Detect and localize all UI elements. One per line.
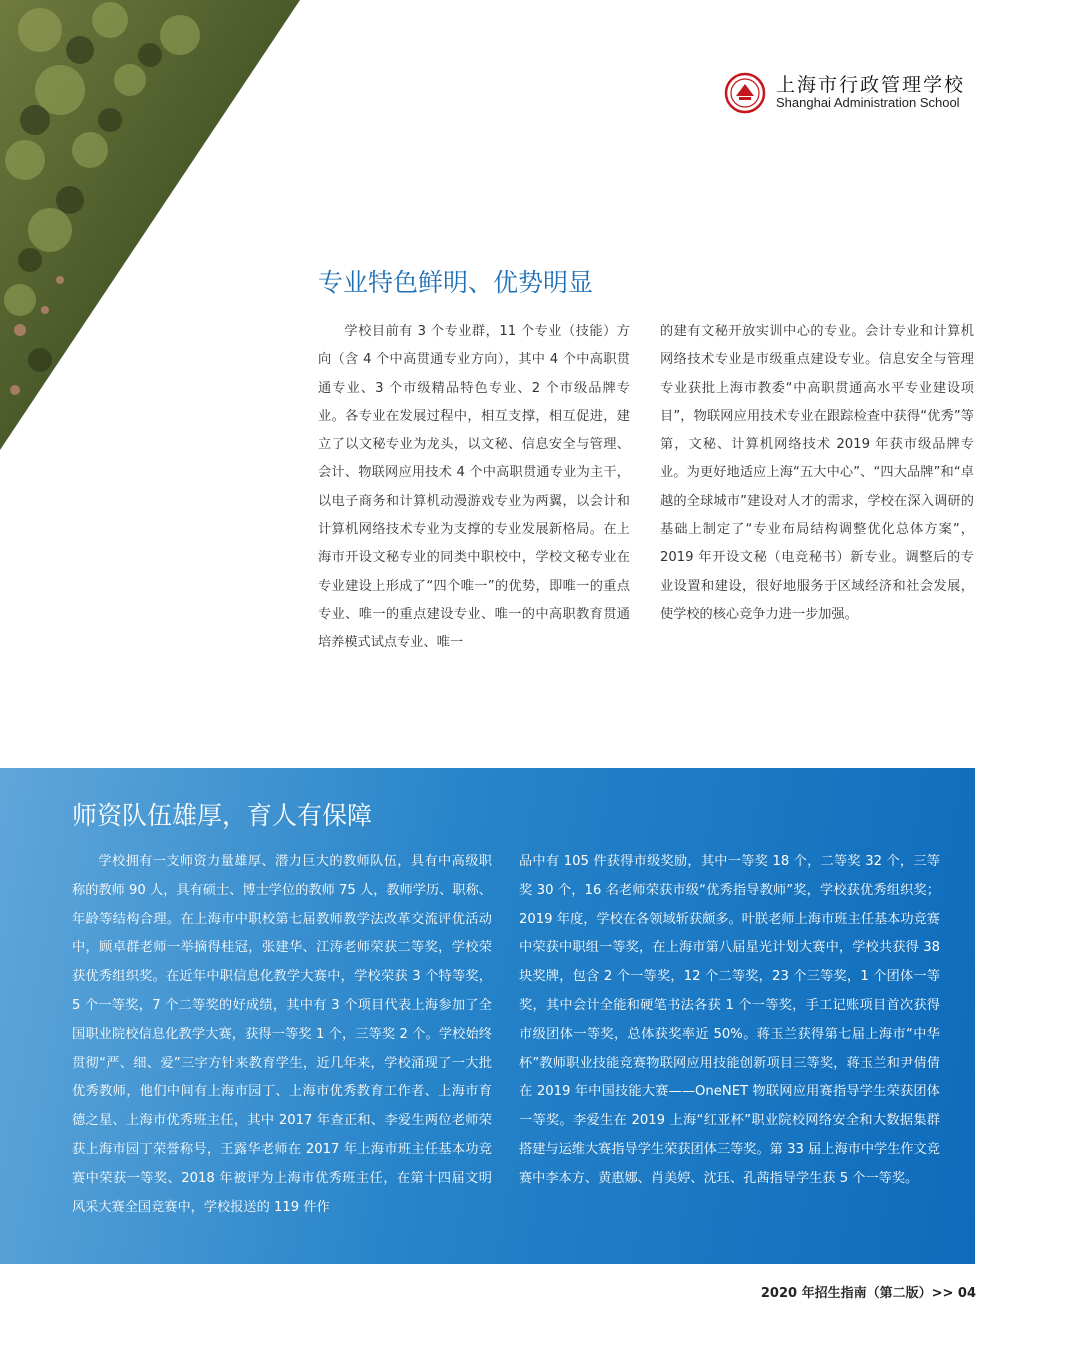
page-footer: 2020 年招生指南（第二版）>> 04 — [760, 1286, 976, 1301]
school-logo — [724, 72, 984, 112]
faculty-text-column-2 — [519, 848, 940, 1194]
majors-paragraph-2: 的建有文秘开放实训中心的专业。会计专业和计算机网络技术专业是市级重点建设专业。信息安全与管理专业获批上海市教委“中高职贯通高水平专业建设项目”，物联网应用技术专业在跟踪检查中获得“优秀”等第，文秘、计算机网络技术 2019 年获市级品牌专业。为更好地适应上海“五大中心”、“四大品牌”和“卓越的全球城市”建设对人才的需求，学校在深入调研的基础上制定了“专业布局结构调整优化总体方案”，2019 年开设文秘（电竞秘书）新专业。调整后的专业设置和建设，很好地服务于区域经济和社会发展，使学校的核心竞争力进一步加强。 — [660, 324, 974, 622]
campus-tree-photo — [0, 0, 300, 450]
section-title-faculty: 师资队伍雄厚，育人有保障 — [72, 801, 373, 830]
faculty-text-column-1 — [72, 848, 492, 1222]
majors-text-column-1 — [318, 318, 630, 658]
school-name-cn: 上海市行政管理学校 — [776, 74, 966, 96]
faculty-paragraph-1: 学校拥有一支师资力量雄厚、潜力巨大的教师队伍，具有中高级职称的教师 90 人，具有硕士、博士学位的教师 75 人，教师学历、职称、年龄等结构合理。在上海市中职校第七届教师教学法改革交流评优活动中，顾卓群老师一举摘得桂冠，张建华、江涛老师荣获二等奖，学校荣获优秀组织奖。在近年中职信息化教学大赛中，学校荣获 3 个特等奖，5 个一等奖，7 个二等奖的好成绩，其中有 3 个项目代表上海参加了全国职业院校信息化教学大赛，获得一等奖 1 个，三等奖 2 个。学校始终贯彻“严、细、爱”三字方针来教育学生，近几年来，学校涌现了一大批优秀教师，他们中间有上海市园丁、上海市优秀教育工作者、上海市育德之星、上海市优秀班主任，其中 2017 年查正和、李爱生两位老师荣获上海市园丁荣誉称号，王露华老师在 2017 年上海市班主任基本功竞赛中荣获一等奖、2018 年被评为上海市优秀班主任，在第十四届文明风采大赛全国竞赛中，学校报送的 119 件作 — [72, 854, 492, 1215]
school-seal-icon — [724, 72, 766, 114]
majors-text-column-2 — [660, 318, 974, 629]
section-title-majors: 专业特色鲜明、优势明显 — [318, 268, 594, 297]
faculty-paragraph-2: 品中有 105 件获得市级奖励，其中一等奖 18 个，二等奖 32 个，三等奖 30 个，16 名老师荣获市级“优秀指导教师”奖，学校获优秀组织奖；2019 年度，学校在各领域斩获颇多。叶朕老师上海市班主任基本功竞赛中荣获中职组一等奖，在上海市第八届星光计划大赛中，学校共获得 38 块奖牌，包含 2 个一等奖，12 个二等奖，23 个三等奖，1 个团体一等奖，其中会计全能和硬笔书法各获 1 个一等奖，手工记账项目首次获得市级团体一等奖，总体获奖率近 50%。蒋玉兰获得第七届上海市“中华杯”教师职业技能竞赛物联网应用技能创新项目三等奖，蒋玉兰和尹倩倩在 2019 年中国技能大赛——OneNET 物联网应用赛指导学生荣获团体一等奖。李爱生在 2019 上海“红亚杯”职业院校网络安全和大数据集群搭建与运维大赛指导学生荣获团体三等奖。第 33 届上海市中学生作文竞赛中李本方、黄惠娜、肖美婷、沈珏、孔茜指导学生获 5 个一等奖。 — [519, 854, 940, 1186]
majors-paragraph-1: 学校目前有 3 个专业群，11 个专业（技能）方向（含 4 个中高贯通专业方向），其中 4 个中高职贯通专业、3 个市级精品特色专业、2 个市级品牌专业。各专业在发展过程中，相互支撑，相互促进，建立了以文秘专业为龙头，以文秘、信息安全与管理、会计、物联网应用技术 4 个中高职贯通专业为主干，以电子商务和计算机动漫游戏专业为两翼，以会计和计算机网络技术专业为支撑的专业发展新格局。在上海市开设文秘专业的同类中职校中，学校文秘专业在专业建设上形成了“四个唯一”的优势，即唯一的重点专业、唯一的重点建设专业、唯一的中高职教育贯通培养模式试点专业、唯一 — [318, 324, 630, 651]
school-name-en: Shanghai Administration School — [776, 95, 960, 110]
